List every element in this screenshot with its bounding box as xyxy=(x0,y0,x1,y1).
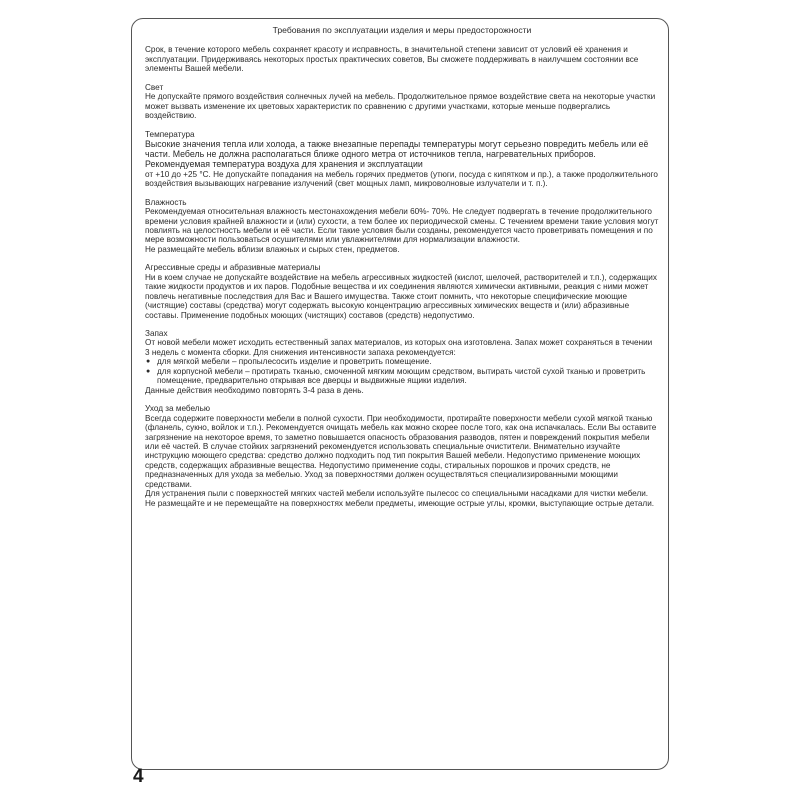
section-paragraph: Для устранения пыли с поверхностей мягких частей мебели используйте пылесос со специальными насадками для чистки мебели. xyxy=(145,489,649,499)
section-humidity xyxy=(145,198,659,255)
document-body xyxy=(145,26,659,761)
list-item: ● для корпусной мебели – протирать тканью, смоченной мягким моющим средством, вытирать чистой сухой тканью и проветрить помещение, предварительно открывая все дверцы и выдвижные ящики изделия. xyxy=(145,367,659,386)
bullet-list xyxy=(145,357,659,385)
section-furniture-care xyxy=(145,404,659,508)
section-heading: Свет xyxy=(145,82,164,92)
section-heading: Влажность xyxy=(145,197,187,207)
page-number: 4 xyxy=(133,766,144,787)
list-item: ● для мягкой мебели – пропылесосить изделие и проветрить помещение. xyxy=(145,357,659,366)
section-temperature xyxy=(145,130,659,189)
section-paragraph: Рекомендуемая относительная влажность местонахождения мебели 60%- 70%. Не следует подвергать в течение продолжительного времени условия крайней влажности и (или) сухости, а тем более их периодической смены. С течением времени такие условия могут повлиять на целостность мебели и её части. Если такие условия были созданы, рекомендуется часто проветривать помещения и по мере возможности пользоваться осушителями или увлажнителями для нормализации влажности. xyxy=(145,207,659,245)
section-paragraph: От новой мебели может исходить естественный запах материалов, из которых она изготовлена. Запах может сохраняться в течении 3 недель с момента сборки. Для снижения интенсивности запаха рекомендуется: xyxy=(145,338,653,357)
section-paragraph: Не размещайте и не перемещайте на поверхностях мебели предметы, имеющие острые углы, кромки, выступающие острые детали. xyxy=(145,498,655,508)
section-heading: Запах xyxy=(145,329,168,339)
section-paragraph: Данные действия необходимо повторять 3-4 раза в день. xyxy=(145,385,364,395)
section-paragraph: Не допускайте прямого воздействия солнечных лучей на мебель. Продолжительное прямое воздействие света на некоторые участки может вызвать изменение их цветовых характеристик по сравнению с другими участками, которые меньше подвергались воздействию. xyxy=(145,92,656,121)
section-heading: Агрессивные среды и абразивные материалы xyxy=(145,263,321,273)
section-light xyxy=(145,83,659,121)
section-aggressive-media xyxy=(145,263,659,320)
section-heading: Температура xyxy=(145,129,195,139)
section-odor xyxy=(145,329,659,395)
document-title: Требования по эксплуатации изделия и меры предосторожности xyxy=(272,26,532,35)
section-paragraph: Не размещайте мебель вблизи влажных и сырых стен, предметов. xyxy=(145,244,400,254)
section-paragraph: Ни в коем случае не допускайте воздействие на мебель агрессивных жидкостей (кислот, шелочей, растворителей и т.п.), содержащих такие жидкости продуктов и их паров. Подобные вещества и их соединения являются химически активными, реакция с ними может повлечь негативные последствия для Вас и Вашего имущества. Также стоит помнить, что некоторые специфические моющие (чистящие) составы (средства) могут содержать высокую концентрацию агрессивных химических веществ и (или) абразивные составы. Применение подобных моющих (чистящих) составов (средств) недопустимо. xyxy=(145,272,657,320)
section-paragraph: Высокие значения тепла или холода, а также внезапные перепады температуры могут серьезно повредить мебель или её части. Мебель не должна располагаться ближе одного метра от источников тепла, нагревательных приборов. Рекомендуемая температура воздуха для хранения и эксплуатации xyxy=(145,139,649,170)
section-paragraph: Всегда содержите поверхности мебели в полной сухости. При необходимости, протирайте поверхности мебели сухой мягкой тканью (фланель, сукно, войлок и т.п.). Рекомендуется очищать мебель как можно скорее после того, как она испачкалась. Если Вы оставите загрязнение на некоторое время, то заметно повышается опасность образования разводов, пятен и повреждений покрытия мебели или её частей. В случае стойких загрязнений рекомендуется использовать специальные очистители. Внимательно изучайте инструкцию моющего средства: средство должно подходить под тип покрытия Вашей мебели. Недопустимо применение моющих средств, содержащих абразивные вещества. Недопустимо применение соды, стиральных порошков и прочих средств, не предназначенных для ухода за мебелью. Уход за поверхностями должен осуществляться специализированными моющими средствами. xyxy=(145,413,657,489)
section-heading: Уход за мебелью xyxy=(145,404,210,414)
section-paragraph: от +10 до +25 °С. Не допуcкайте попадания на мебель горячих предметов (утюги, посуда с кипятком и пр.), а также продолжительного воздействия вызывающих нагревание излучений (свет мощных ламп, микроволновые излучатели и т. п.). xyxy=(145,169,658,189)
intro-paragraph: Срок, в течение которого мебель сохраняет красоту и исправность, в значительной степени зависит от условий её хранения и эксплуатации. Придерживаясь некоторых простых практических советов, Вы сможете поддерживать в наилучшем состоянии все элементы Вашей мебели. xyxy=(145,45,639,74)
